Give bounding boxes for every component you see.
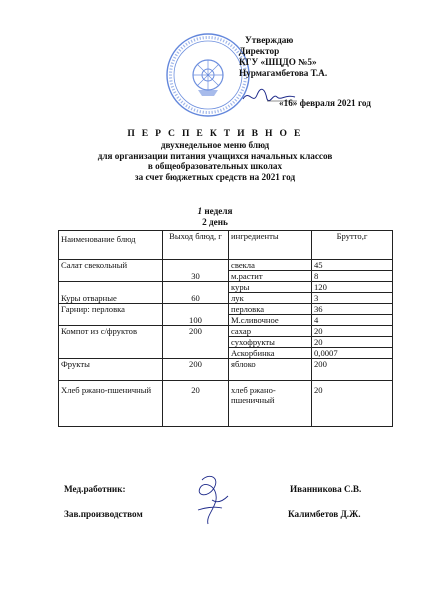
staff-signature [188,470,238,532]
dish-yield: 100 [163,304,229,326]
column-header-dish: Наименование блюд [59,231,163,260]
ingredient-gross: 36 [312,304,393,315]
ingredient-name: свекла [229,260,312,271]
approval-position: Директор [239,46,280,56]
header-line-4: за счет бюджетных средств на 2021 год [134,171,296,182]
dish-name: Компот из с/фруктов [59,326,163,359]
approval-organization: КГУ «ШЦДО №5» [239,57,317,67]
dish-name: Салат свекольный [59,260,163,282]
week-label: неделя [204,206,233,216]
ingredient-gross: 3 [312,293,393,304]
dish-yield: 60 [163,282,229,304]
dish-yield: 30 [163,260,229,282]
ingredient-gross: 8 [312,271,393,282]
menu-table [58,230,393,427]
week-day-block [0,206,430,228]
approval-director-name: Нурмагамбетова Т.А. [239,68,328,78]
table-row [59,381,393,427]
emblem-icon [193,60,223,96]
ingredient-gross: 20 [312,326,393,337]
ingredient-gross: 4 [312,315,393,326]
dish-name: Куры отварные [59,282,163,304]
table-row [59,260,393,271]
manager-name: Калимбетов Д.Ж. [288,509,361,519]
table-row [59,359,393,381]
medic-label: Мед.работник: [64,484,126,494]
column-header-ingredients: ингредиенты [229,231,312,260]
ingredient-name: куры [229,282,312,293]
ingredient-name: сухофрукты [229,337,312,348]
approval-block [239,35,419,108]
manager-label: Зав.производством [64,509,143,519]
table-row [59,304,393,315]
medic-name: Иванникова С.В. [290,484,362,494]
ingredient-name: яблоко [229,359,312,381]
ingredient-gross: 20 [312,337,393,348]
column-header-gross: Брутто,г [312,231,393,260]
ingredient-name: хлеб ржано-пшеничный [229,381,312,427]
table-row [59,326,393,337]
ingredient-name: лук [229,293,312,304]
dish-yield: 20 [163,381,229,427]
week-number: 1 [197,206,203,216]
dish-name: Фрукты [59,359,163,381]
dish-yield: 200 [163,359,229,381]
ingredient-gross: 120 [312,282,393,293]
header-line-2: для организации питания учащихся начальных классов [97,150,333,161]
document-title: П Е Р С П Е К Т И В Н О Е [127,128,303,139]
ingredient-gross: 45 [312,260,393,271]
column-header-yield: Выход блюд, г [163,231,229,260]
dish-yield: 200 [163,326,229,359]
ingredient-gross: 20 [312,381,393,427]
table-row [59,282,393,293]
ingredient-name: сахар [229,326,312,337]
day-label: 2 день [202,217,228,227]
document-header [0,128,430,182]
approval-heading: Утверждаю [245,35,294,45]
ingredient-name: М.сливочное [229,315,312,326]
ingredient-name: м.растит [229,271,312,282]
table-header-row [59,231,393,260]
header-line-1: двухнедельное меню блюд [160,140,270,150]
header-line-3: в общеобразовательных школах [147,161,283,172]
ingredient-name: Аскорбинка [229,348,312,359]
ingredient-gross: 200 [312,359,393,381]
approval-date: «16» февраля 2021 год [279,98,371,108]
ingredient-name: перловка [229,304,312,315]
dish-name: Гарнир: перловка [59,304,163,326]
dish-name: Хлеб ржано-пшеничный [59,381,163,427]
ingredient-gross: 0,0007 [312,348,393,359]
